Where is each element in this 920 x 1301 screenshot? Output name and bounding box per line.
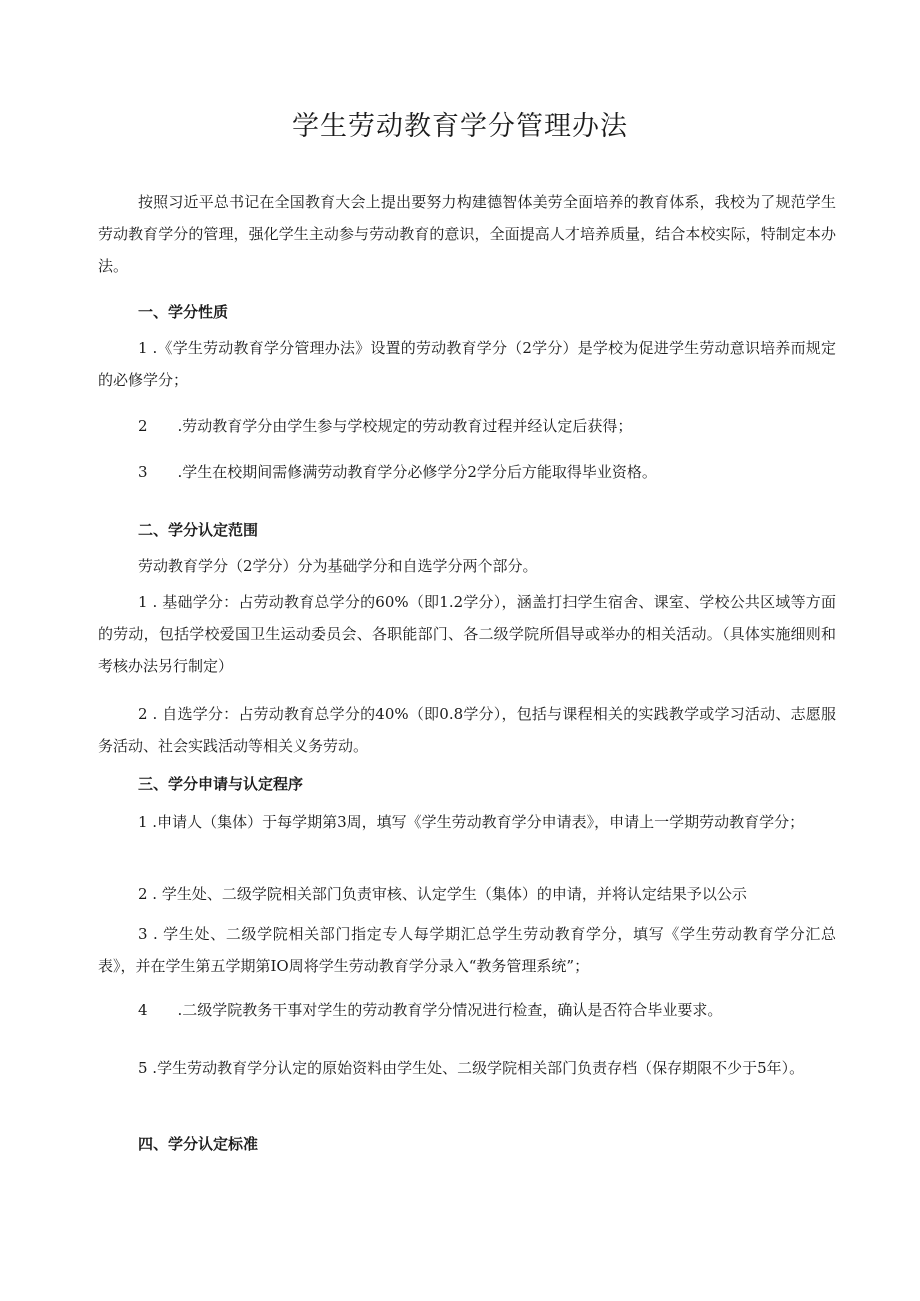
section3-item-3: 3 . 学生处、二级学院相关部门指定专人每学期汇总学生劳动教育学分，填写《学生劳动教育学分汇总表》，并在学生第五学期第IO周将学生劳动教育学分录入“教务管理系统”；: [98, 925, 836, 975]
section3-item-2: 2 . 学生处、二级学院相关部门负责审核、认定学生（集体）的申请，并将认定结果予以公示: [138, 885, 747, 903]
intro-paragraph: 按照习近平总书记在全国教育大会上提出要努力构建德智体美劳全面培养的教育体系，我校为了规范学生劳动教育学分的管理，强化学生主动参与劳动教育的意识，全面提高人才培养质量，结合本校实际，特制定本办法。: [98, 193, 836, 275]
section3-item-5: 5 .学生劳动教育学分认定的原始资料由学生处、二级学院相关部门负责存档（保存期限不少于5年）。: [138, 1059, 805, 1077]
section3-item-1: 1 .申请人（集体）于每学期第3周，填写《学生劳动教育学分申请表》，申请上一学期劳动教育学分；: [138, 813, 805, 831]
section2-item-2: 2 . 自选学分：占劳动教育总学分的40%（即0.8学分），包括与课程相关的实践教学或学习活动、志愿服务活动、社会实践活动等相关义务劳动。: [98, 705, 836, 755]
section1-item-3: 3 .学生在校期间需修满劳动教育学分必修学分2学分后方能取得毕业资格。: [138, 463, 657, 481]
section1-item-1: 1 .《学生劳动教育学分管理办法》设置的劳动教育学分（2学分）是学校为促进学生劳动意识培养而规定的必修学分；: [98, 339, 836, 389]
section1-item-2: 2 .劳动教育学分由学生参与学校规定的劳动教育过程并经认定后获得；: [138, 417, 633, 435]
section-heading-credit-scope: 二、学分认定范围: [138, 521, 259, 539]
document-title: 学生劳动教育学分管理办法: [292, 111, 628, 142]
section2-item-1: 1 . 基础学分：占劳动教育总学分的60%（即1.2学分），涵盖打扫学生宿舍、课室、学校公共区域等方面的劳动，包括学校爱国卫生运动委员会、各职能部门、各二级学院所倡导或举办的相关活动。（具体实施细则和考核办法另行制定）: [98, 593, 836, 675]
section3-item-4: 4 .二级学院教务干事对学生的劳动教育学分情况进行检查，确认是否符合毕业要求。: [138, 1001, 723, 1019]
section-heading-credit-nature: 一、学分性质: [138, 303, 229, 321]
section2-lead: 劳动教育学分（2学分）分为基础学分和自选学分两个部分。: [138, 557, 538, 575]
section-heading-credit-standard: 四、学分认定标准: [138, 1135, 259, 1153]
section-heading-application-procedure: 三、学分申请与认定程序: [138, 775, 304, 793]
